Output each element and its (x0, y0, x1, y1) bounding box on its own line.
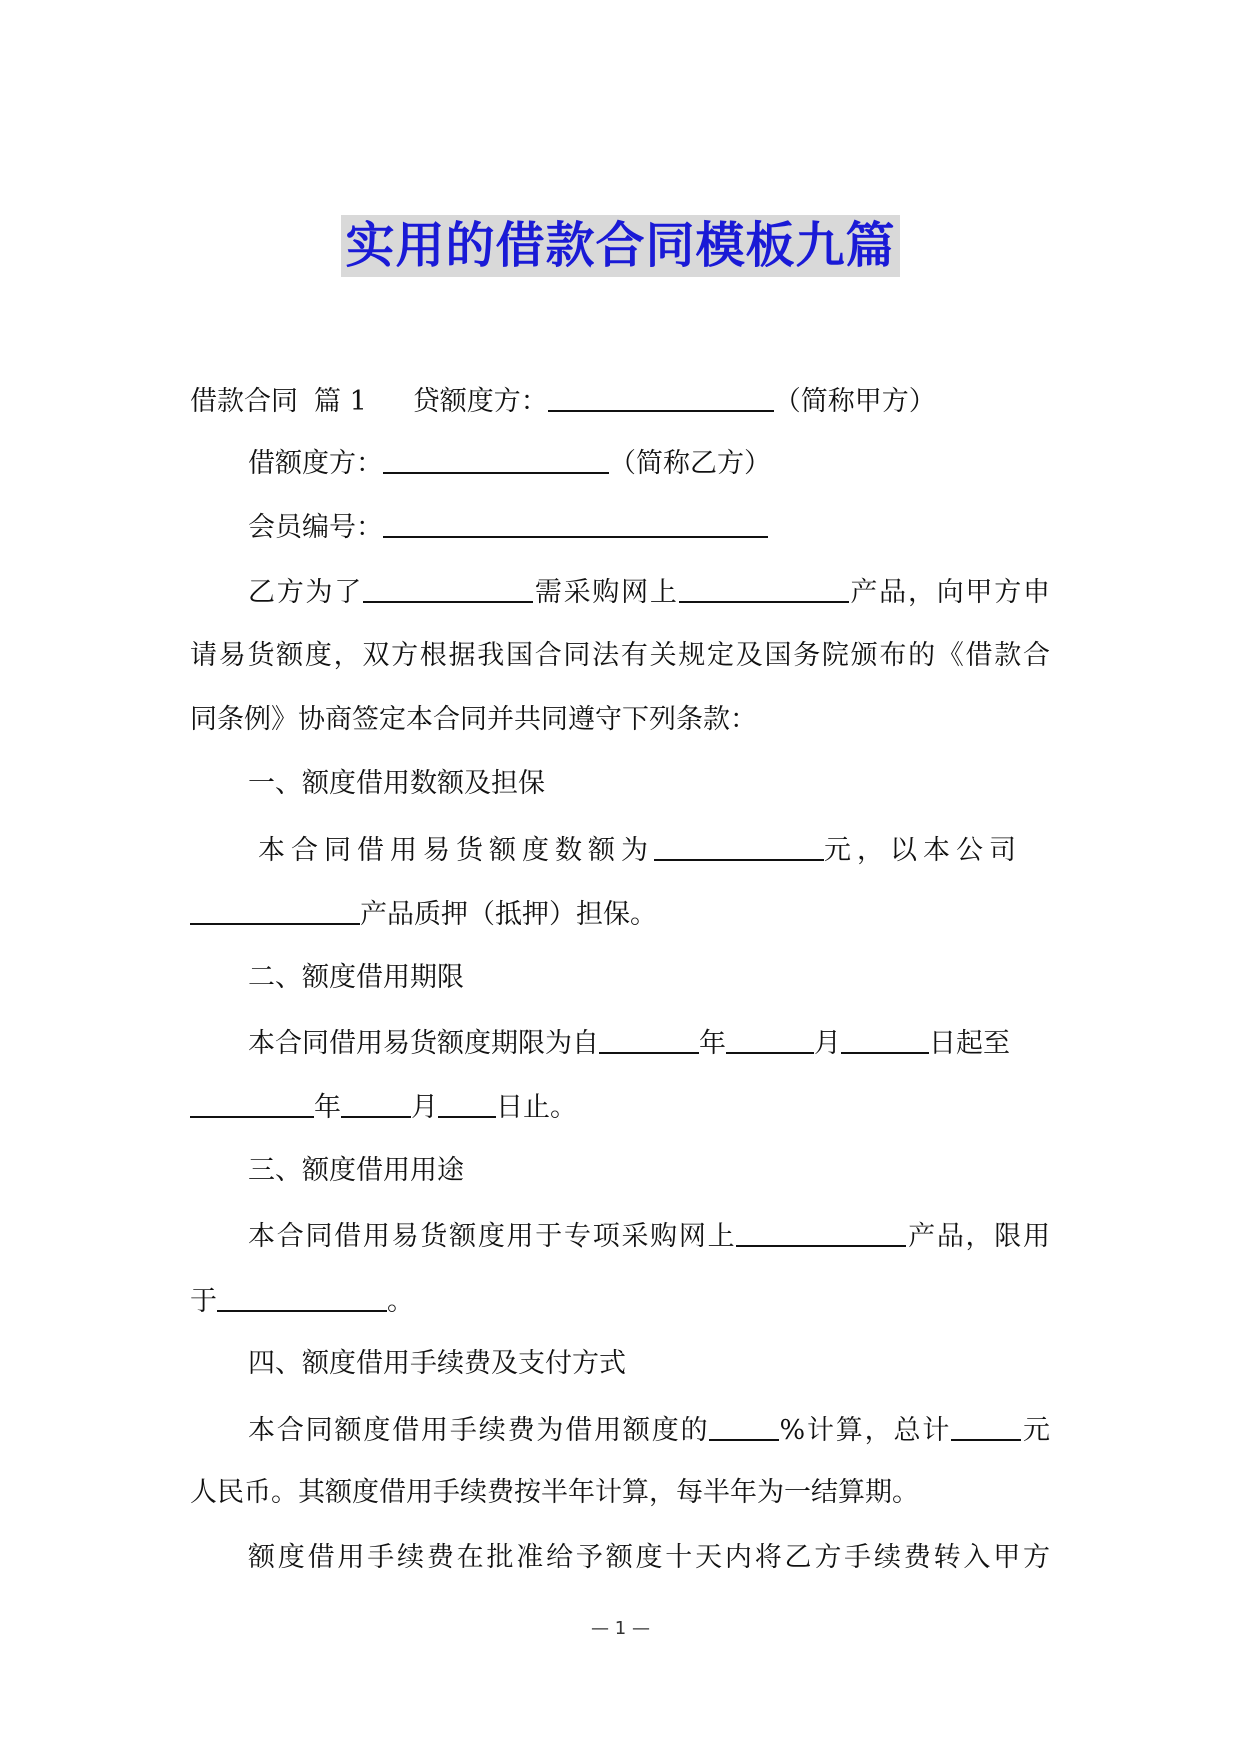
member-blank[interactable] (383, 506, 768, 538)
s1-text-3: 产品质押（抵押）担保。 (360, 899, 657, 930)
borrower-line (248, 442, 1050, 484)
part-label: 篇 1 (314, 386, 367, 417)
section-1-line-2 (190, 893, 1050, 935)
s3-text-4: 。 (387, 1286, 414, 1317)
section-2-line-2 (190, 1086, 1050, 1128)
page-number: — 1 — (591, 1618, 650, 1639)
section-1-line-1 (258, 829, 1050, 871)
section-3-heading: 三、额度借用用途 (248, 1155, 464, 1186)
lender-blank[interactable] (548, 380, 774, 412)
section-2-heading: 二、额度借用期限 (248, 962, 464, 993)
section-3-line-2 (190, 1280, 1050, 1322)
borrower-label: 借额度方： (248, 448, 383, 479)
intro-line-2: 请易货额度，双方根据我国合同法有关规定及国务院颁布的《借款合 (190, 640, 1050, 671)
intro-line-1 (248, 571, 1050, 613)
s3-use-blank[interactable] (217, 1280, 387, 1312)
borrower-suffix: （简称乙方） (609, 448, 771, 479)
section-4-line-2: 人民币。其额度借用手续费按半年计算，每半年为一结算期。 (190, 1477, 919, 1508)
s2-text-1: 本合同借用易货额度期限为自 (248, 1028, 599, 1059)
s2-month-2: 月 (411, 1092, 438, 1123)
s3-text-1: 本合同借用易货额度用于专项采购网上 (248, 1221, 737, 1252)
s2-month-1: 月 (814, 1028, 841, 1059)
s4-text-3: 元 (1021, 1415, 1051, 1446)
section-3-line-1 (248, 1215, 1050, 1257)
s2-year-1: 年 (699, 1028, 726, 1059)
title-container (0, 215, 1241, 277)
header-line (190, 380, 1050, 422)
intro-line-3: 同条例》协商签定本合同并共同遵守下列条款： (190, 704, 757, 735)
intro-text-2: 需采购网上 (533, 577, 679, 608)
s1-amount-blank[interactable] (654, 829, 824, 861)
s1-product-blank[interactable] (190, 893, 360, 925)
lender-label: 贷额度方： (412, 386, 548, 417)
s2-start-month-blank[interactable] (726, 1022, 814, 1054)
s3-text-3: 于 (190, 1286, 217, 1317)
lender-suffix: （简称甲方） (773, 386, 936, 417)
section-label: 借款合同 (190, 386, 298, 417)
s2-start-day-blank[interactable] (841, 1022, 929, 1054)
s2-year-2: 年 (314, 1092, 341, 1123)
s2-end-month-blank[interactable] (341, 1086, 411, 1118)
s1-text-2: 元，以本公司 (824, 835, 1022, 866)
document-title: 实用的借款合同模板九篇 (341, 215, 899, 277)
borrower-blank[interactable] (383, 442, 609, 474)
s2-end-year-blank[interactable] (190, 1086, 314, 1118)
s2-day-1: 日起至 (929, 1028, 1010, 1059)
intro-text-1: 乙方为了 (248, 577, 364, 608)
section-4-heading: 四、额度借用手续费及支付方式 (248, 1348, 626, 1379)
section-4-line-3: 额度借用手续费在批准给予额度十天内将乙方手续费转入甲方 (248, 1542, 1050, 1573)
s3-product-blank[interactable] (736, 1215, 906, 1247)
intro-blank-2[interactable] (679, 571, 849, 603)
intro-blank-1[interactable] (363, 571, 533, 603)
s2-day-2: 日止。 (496, 1092, 577, 1123)
s4-rate-blank[interactable] (709, 1409, 779, 1441)
s4-text-2: %计算，总计 (779, 1415, 952, 1446)
s2-end-day-blank[interactable] (438, 1086, 496, 1118)
intro-text-3: 产品，向甲方申 (848, 577, 1051, 608)
member-label: 会员编号： (248, 512, 383, 543)
s1-text-1: 本合同借用易货额度数额为 (258, 835, 654, 866)
s4-text-1: 本合同额度借用手续费为借用额度的 (248, 1415, 710, 1446)
s4-total-blank[interactable] (951, 1409, 1021, 1441)
section-4-line-1 (248, 1409, 1050, 1451)
s3-text-2: 产品，限用 (906, 1221, 1051, 1252)
section-2-line-1 (248, 1022, 1050, 1064)
s2-start-year-blank[interactable] (599, 1022, 699, 1054)
member-line (248, 506, 1050, 548)
section-1-heading: 一、额度借用数额及担保 (248, 768, 545, 799)
